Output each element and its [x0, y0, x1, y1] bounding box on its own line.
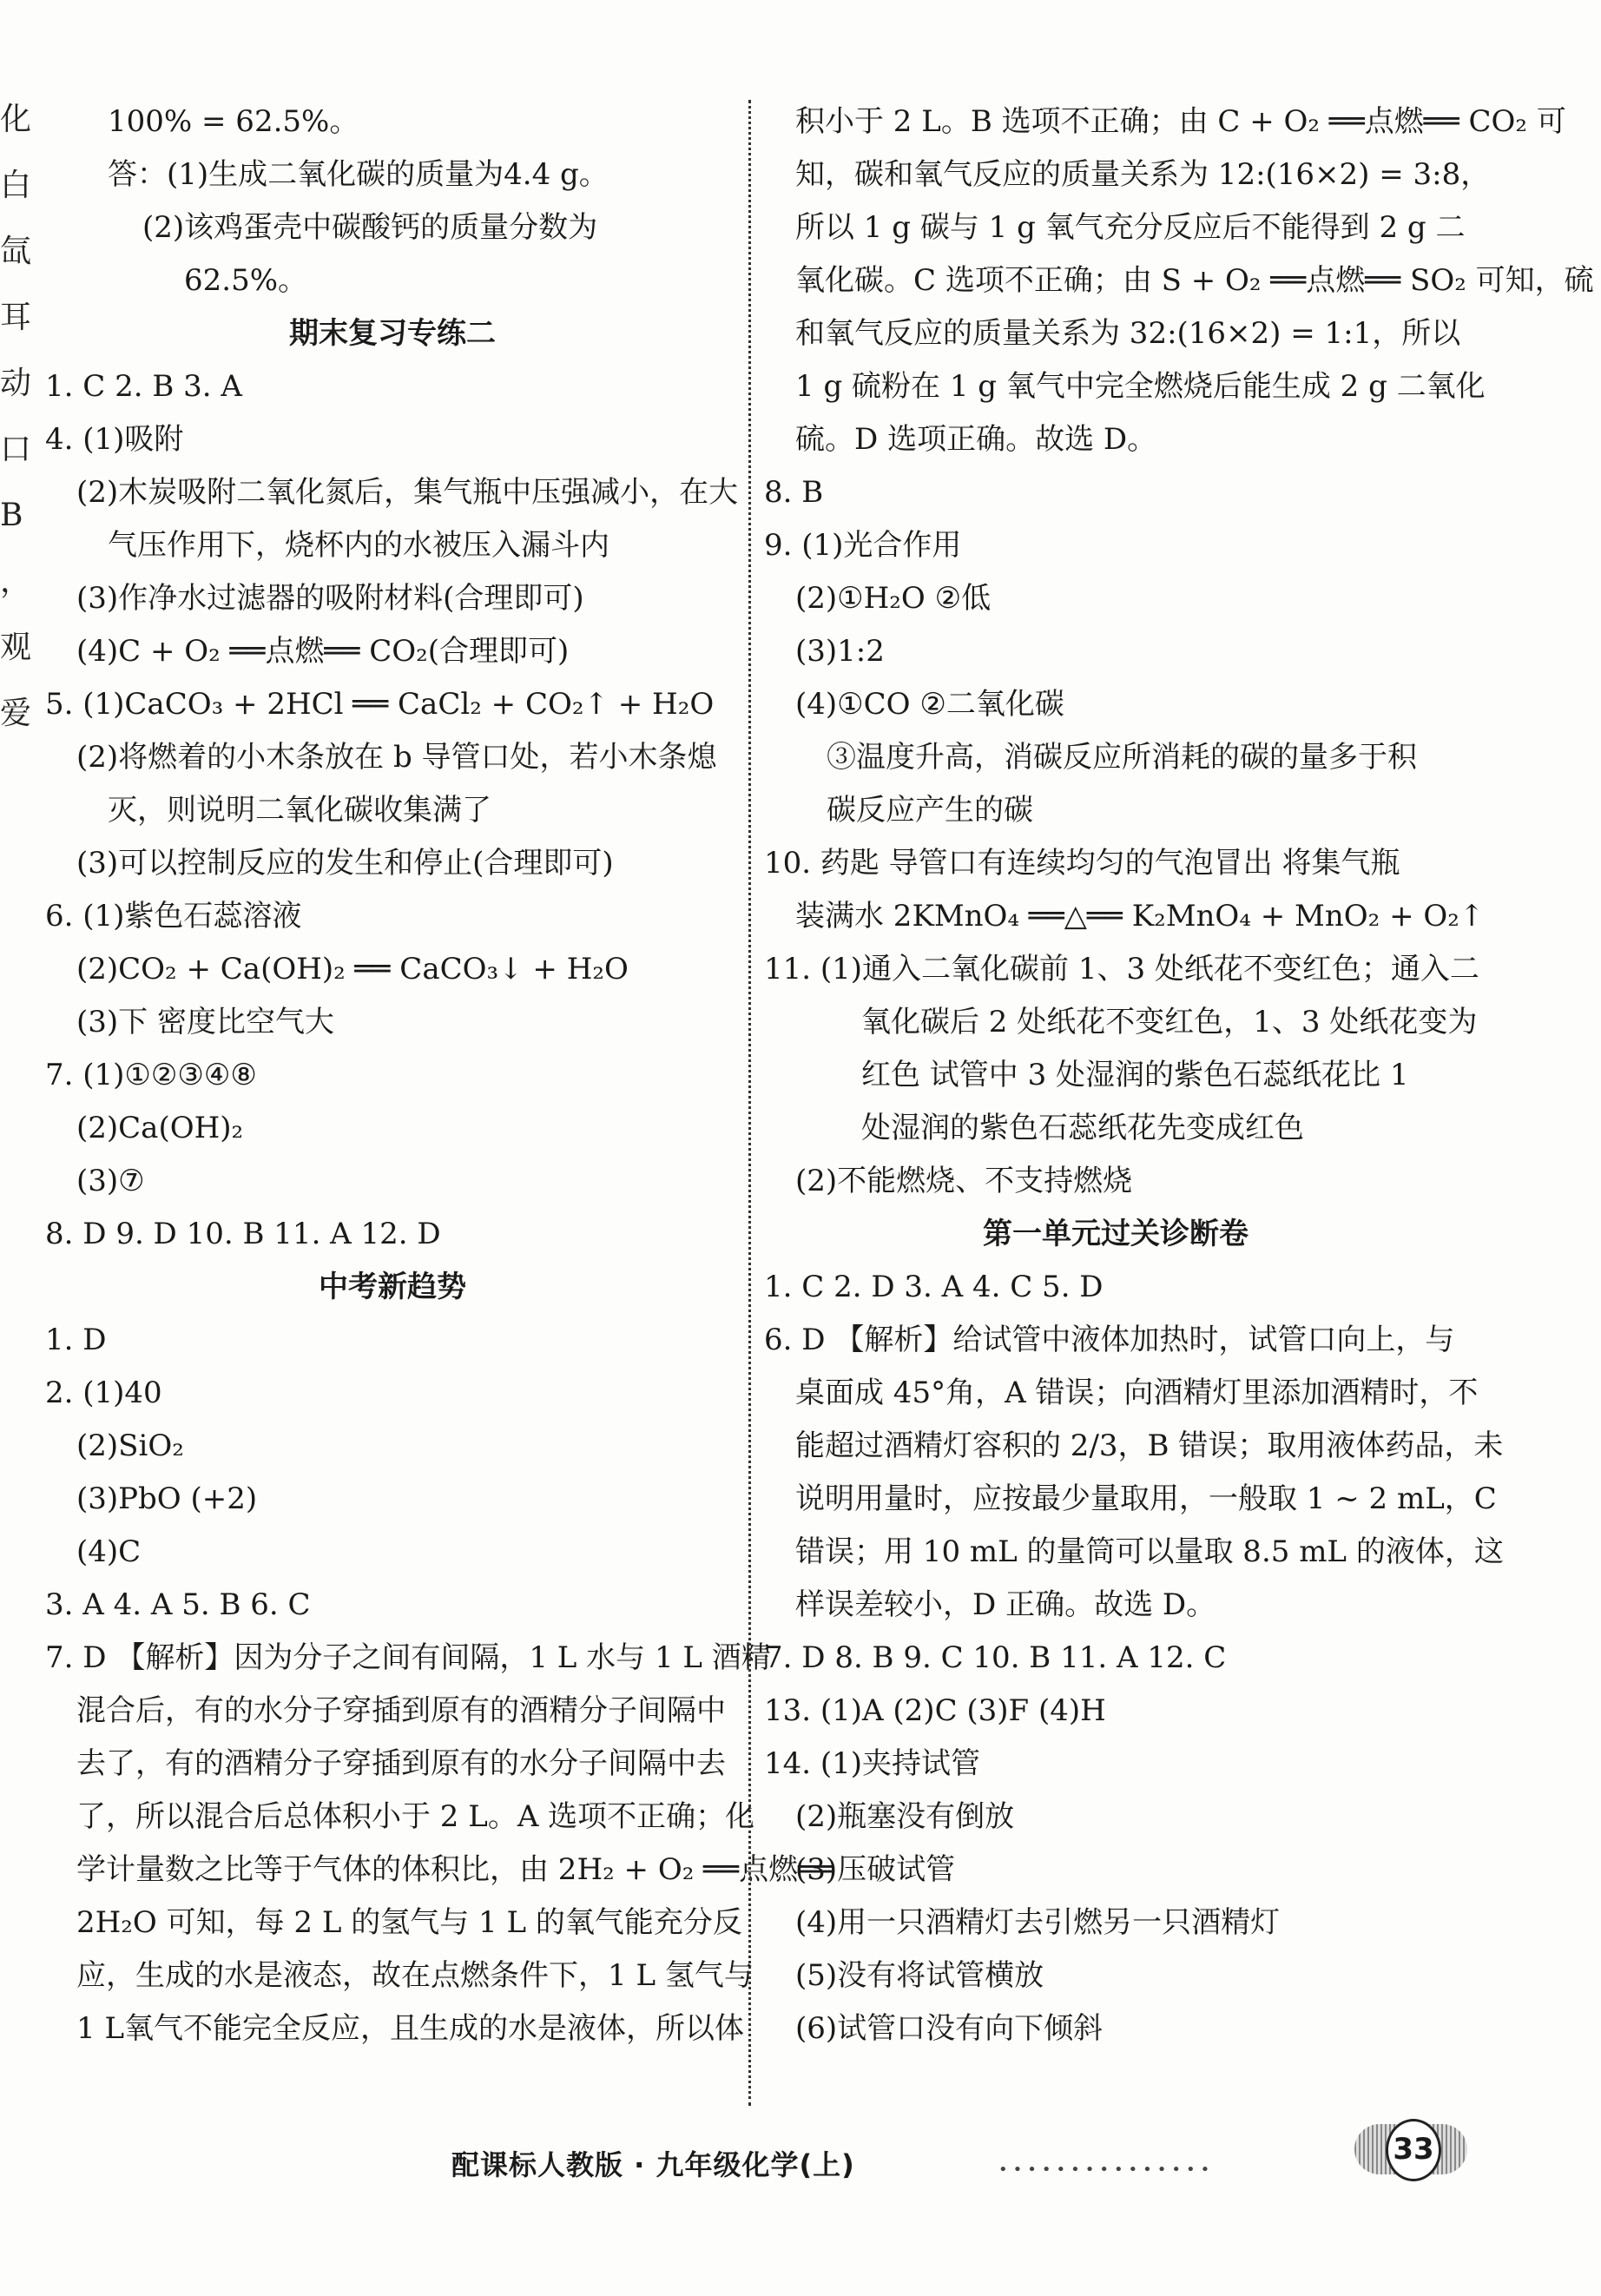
footer-title: 配课标人教版 · 九年级化学(上) [451, 2148, 855, 2181]
left-text-line: 3. A 4. A 5. B 6. C [45, 1587, 311, 1622]
left-text-line: (3)PbO (+2) [76, 1481, 258, 1516]
left-text-line: (4)C [76, 1534, 142, 1569]
right-text-line: 氧化碳。C 选项不正确；由 S + O₂ ══点燃══ SO₂ 可知，硫 [795, 263, 1594, 298]
right-text-line: 所以 1 g 碳与 1 g 氧气充分反应后不能得到 2 g 二 [795, 210, 1466, 245]
right-text-line: (4)用一只酒精灯去引燃另一只酒精灯 [795, 1905, 1281, 1940]
edge-char: 动 [0, 366, 32, 401]
left-margin-clipped-text [0, 87, 32, 747]
edge-char: B [0, 498, 23, 533]
left-text-line: (3)可以控制反应的发生和停止(合理即可) [76, 846, 614, 881]
right-text-line: 碳反应产生的碳 [827, 793, 1033, 828]
left-text-line: (2)该鸡蛋壳中碳酸钙的质量分数为 [142, 210, 598, 245]
left-text-line: 气压作用下，烧杯内的水被压入漏斗内 [108, 528, 609, 563]
edge-char: 白 [0, 168, 32, 203]
right-text-line: (2)不能燃烧、不支持燃烧 [795, 1164, 1133, 1198]
right-text-line: (4)①CO ②二氧化碳 [795, 687, 1064, 722]
page-number: 33 [1386, 2119, 1441, 2181]
right-section-heading: 第一单元过关诊断卷 [983, 1217, 1249, 1251]
left-text-line: 了，所以混合后总体积小于 2 L。A 选项不正确；化 [76, 1799, 755, 1834]
right-text-line: 硫。D 选项正确。故选 D。 [795, 422, 1157, 457]
left-text-line: (3)⑦ [76, 1164, 145, 1198]
right-text-line: (5)没有将试管横放 [795, 1958, 1044, 1993]
right-text-line: 14. (1)夹持试管 [764, 1746, 981, 1781]
right-text-line: 处湿润的紫色石蕊纸花先变成红色 [861, 1111, 1304, 1145]
right-text-line: 样误差较小，D 正确。故选 D。 [795, 1587, 1216, 1622]
page-footer [451, 2136, 1493, 2197]
left-section-heading: 中考新趋势 [319, 1270, 466, 1304]
right-text-line: (6)试管口没有向下倾斜 [795, 2011, 1104, 2046]
left-text-line: (2)Ca(OH)₂ [76, 1111, 244, 1145]
edge-char: 观 [0, 630, 32, 665]
left-text-line: 去了，有的酒精分子穿插到原有的水分子间隔中去 [76, 1746, 726, 1781]
right-column [764, 96, 1594, 2055]
right-text-line: ③温度升高，消碳反应所消耗的碳的量多于积 [827, 740, 1417, 775]
right-text-line: 1 g 硫粉在 1 g 氧气中完全燃烧后能生成 2 g 二氧化 [795, 369, 1486, 404]
edge-char: 爱 [0, 696, 32, 731]
left-text-line: (2)木炭吸附二氧化氮后，集气瓶中压强减小，在大 [76, 475, 739, 510]
left-text-line: 100% = 62.5%。 [108, 104, 359, 139]
left-text-line: 1 L氧气不能完全反应，且生成的水是液体，所以体 [76, 2011, 745, 2046]
left-text-line: 2. (1)40 [45, 1376, 162, 1410]
left-text-line: 5. (1)CaCO₃ + 2HCl ══ CaCl₂ + CO₂↑ + H₂O [45, 687, 715, 722]
right-text-line: 说明用量时，应按最少量取用，一般取 1 ~ 2 mL，C [795, 1481, 1497, 1516]
left-text-line: 7. D 【解析】因为分子之间有间隔，1 L 水与 1 L 酒精 [45, 1640, 771, 1675]
left-text-line: 应，生成的水是液态，故在点燃条件下，1 L 氢气与 [76, 1958, 754, 1993]
left-text-line: 1. D [45, 1323, 107, 1357]
left-text-line: 混合后，有的水分子穿插到原有的酒精分子间隔中 [76, 1693, 726, 1728]
left-text-line: (3)下 密度比空气大 [76, 1005, 334, 1039]
right-text-line: 10. 药匙 导管口有连续均匀的气泡冒出 将集气瓶 [764, 846, 1400, 881]
right-text-line: 错误；用 10 mL 的量筒可以量取 8.5 mL 的液体，这 [795, 1534, 1504, 1569]
right-text-line: 知，碳和氧气反应的质量关系为 12:(16×2) = 3:8， [795, 157, 1491, 192]
left-text-line: (2)CO₂ + Ca(OH)₂ ══ CaCO₃↓ + H₂O [76, 952, 629, 986]
right-text-line: (2)①H₂O ②低 [795, 581, 992, 616]
left-text-line: (2)将燃着的小木条放在 b 导管口处，若小木条熄 [76, 740, 717, 775]
left-text-line: 灭，则说明二氧化碳收集满了 [108, 793, 491, 828]
right-text-line: (2)瓶塞没有倒放 [795, 1799, 1015, 1834]
right-text-line: 装满水 2KMnO₄ ══△══ K₂MnO₄ + MnO₂ + O₂↑ [795, 899, 1485, 934]
right-text-line: 8. B [764, 475, 824, 510]
right-text-line: 红色 试管中 3 处湿润的紫色石蕊纸花比 1 [861, 1058, 1409, 1092]
left-text-line: 62.5%。 [184, 263, 308, 298]
left-text-line: (4)C + O₂ ══点燃══ CO₂(合理即可) [76, 634, 570, 669]
left-text-line: 2H₂O 可知，每 2 L 的氢气与 1 L 的氧气能充分反 [76, 1905, 742, 1940]
column-divider [748, 100, 751, 2106]
right-text-line: 6. D 【解析】给试管中液体加热时，试管口向上，与 [764, 1323, 1455, 1357]
edge-char: 耳 [0, 300, 32, 335]
edge-char: 氙 [0, 234, 32, 269]
right-text-line: 积小于 2 L。B 选项不正确；由 C + O₂ ══点燃══ CO₂ 可 [795, 104, 1566, 139]
edge-char: 口 [0, 432, 32, 467]
right-text-line: 桌面成 45°角，A 错误；向酒精灯里添加酒精时，不 [795, 1376, 1479, 1410]
right-text-line: (3)压破试管 [795, 1852, 956, 1887]
left-text-line: (3)作净水过滤器的吸附材料(合理即可) [76, 581, 584, 616]
right-text-line: 1. C 2. D 3. A 4. C 5. D [764, 1270, 1104, 1304]
left-text-line: 8. D 9. D 10. B 11. A 12. D [45, 1217, 441, 1251]
left-section-heading: 期末复习专练二 [289, 316, 496, 351]
edge-char: ， [0, 564, 32, 599]
left-text-line: 6. (1)紫色石蕊溶液 [45, 899, 302, 934]
right-text-line: 氧化碳后 2 处纸花不变红色，1、3 处纸花变为 [861, 1005, 1478, 1039]
left-text-line: 学计量数之比等于气体的体积比，由 2H₂ + O₂ ══点燃══ [76, 1852, 834, 1887]
footer-dots: ••••••••••••••• [998, 2161, 1216, 2179]
left-text-line: (2)SiO₂ [76, 1428, 184, 1463]
right-text-line: 13. (1)A (2)C (3)F (4)H [764, 1693, 1106, 1728]
right-text-line: 7. D 8. B 9. C 10. B 11. A 12. C [764, 1640, 1227, 1675]
left-text-line: 4. (1)吸附 [45, 422, 184, 457]
right-text-line: 9. (1)光合作用 [764, 528, 962, 563]
right-text-line: (3)1:2 [795, 634, 885, 669]
right-text-line: 和氧气反应的质量关系为 32:(16×2) = 1:1，所以 [795, 316, 1461, 351]
left-text-line: 答：(1)生成二氧化碳的质量为4.4 g。 [108, 157, 609, 192]
left-text-line: 7. (1)①②③④⑧ [45, 1058, 257, 1092]
edge-char: 化 [0, 102, 32, 137]
left-text-line: 1. C 2. B 3. A [45, 369, 242, 404]
right-text-line: 11. (1)通入二氧化碳前 1、3 处纸花不变红色；通入二 [764, 952, 1479, 986]
page-number-badge [1354, 2119, 1467, 2180]
right-text-line: 能超过酒精灯容积的 2/3，B 错误；取用液体药品，未 [795, 1428, 1504, 1463]
